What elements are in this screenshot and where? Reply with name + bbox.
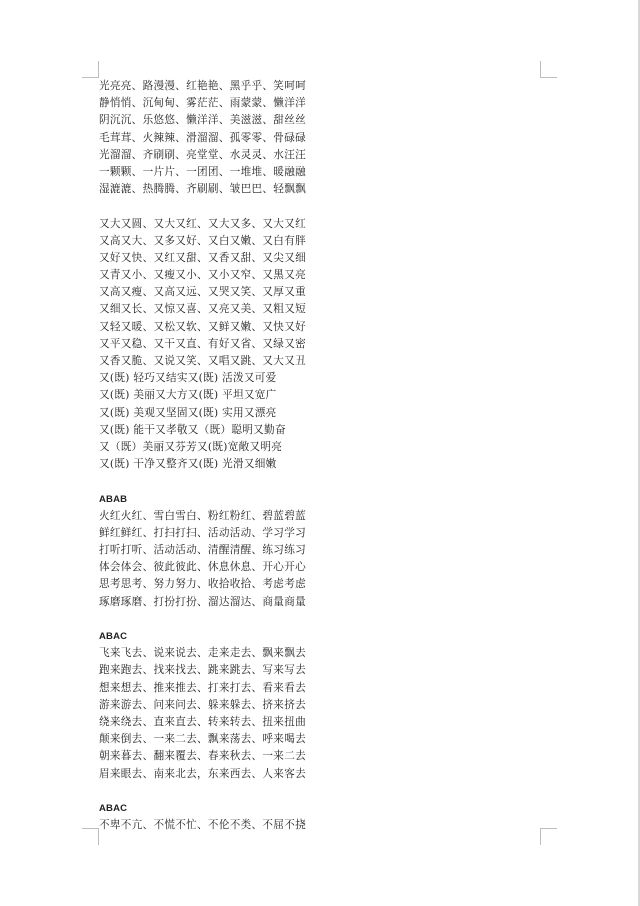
margin-mark-top-right bbox=[540, 61, 557, 78]
paragraph-gap bbox=[99, 198, 329, 215]
margin-mark-top-left bbox=[82, 61, 99, 78]
text-line: 琢磨琢磨、打扮打扮、溜达溜达、商量商量 bbox=[99, 595, 306, 608]
text-line: 不卑不亢、不慌不忙、不伦不类、不屈不挠 bbox=[99, 819, 306, 832]
text-line: 眉来眼去、南来北去，东来西去、人来客去 bbox=[99, 767, 306, 780]
text-line: 又轻又暖、又松又软、又鲜又嫩、又快又好 bbox=[99, 320, 306, 333]
text-line: 又青又小、又瘦又小、又小又窄、又黑又亮 bbox=[99, 269, 306, 282]
text-line: 绕来绕去、直来直去、转来转去、扭来扭曲 bbox=[99, 715, 306, 728]
text-line: 打听打听、活动活动、清醒清醒、练习练习 bbox=[99, 544, 306, 557]
text-line: 又大又圆、又大又红、又大又多、又大又红 bbox=[99, 217, 306, 230]
text-line: 又好又快、又红又甜、又香又甜、又尖又细 bbox=[99, 251, 306, 264]
margin-mark-bottom-left bbox=[82, 828, 99, 845]
text-line: 阴沉沉、乐悠悠、懒洋洋、美滋滋、甜丝丝 bbox=[99, 114, 306, 127]
text-line: 想来想去、推来推去、打来打去、看来看去 bbox=[99, 681, 306, 694]
text-line: 跑来跑去、找来找去、跳来跳去、写来写去 bbox=[99, 664, 306, 677]
text-line: 光亮亮、路漫漫、红艳艳、黑乎乎、笑呵呵 bbox=[99, 80, 306, 92]
document-body bbox=[99, 78, 329, 834]
text-line: 又（既）美丽又芬芳又(既)宽敞又明亮 bbox=[99, 440, 283, 453]
section-heading: ABAC bbox=[99, 631, 128, 642]
margin-mark-bottom-right bbox=[540, 828, 557, 845]
text-line: 毛茸茸、火辣辣、滑溜溜、孤零零、骨碌碌 bbox=[99, 131, 306, 144]
section-heading: ABAB bbox=[99, 493, 128, 505]
text-line: 体会体会、彼此彼此、休息休息、开心开心 bbox=[99, 561, 306, 574]
text-line: 朝来暮去、翻来覆去、春来秋去、一来二去 bbox=[99, 750, 306, 763]
text-line: 一颗颗、一片片、一团团、一堆堆、暖融融 bbox=[99, 165, 306, 178]
text-line: 颠来倒去、一来二去、飘来荡去、呼来喝去 bbox=[99, 733, 306, 746]
text-line: 又(既) 美观又坚固又(既) 实用又漂亮 bbox=[99, 406, 277, 419]
text-line: 又(既) 能干又孝敬又（既）聪明又勤奋 bbox=[99, 423, 286, 436]
text-line: 又高又大、又多又好、又白又嫩、又白有胖 bbox=[99, 234, 306, 247]
text-line: 又(既) 轻巧又结实又(既) 活泼又可爱 bbox=[99, 372, 277, 385]
paragraph-gap bbox=[99, 473, 329, 490]
text-line: 又细又长、又惊又喜、又亮又美、又粗又短 bbox=[99, 303, 306, 316]
text-line: 又平又稳、又干又直、有好又省、又绿又密 bbox=[99, 337, 306, 350]
text-line: 又(既) 美丽又大方又(既) 平坦又宽广 bbox=[99, 389, 277, 402]
text-line: 飞来飞去、说来说去、走来走去、飘来飘去 bbox=[99, 647, 306, 660]
text-line: 思考思考、努力努力、收拾收拾、考虑考虑 bbox=[99, 578, 306, 591]
text-line: 湿漉漉、热腾腾、齐刷刷、皱巴巴、轻飘飘 bbox=[99, 183, 306, 196]
text-line: 鲜红鲜红、打扫打扫、活动活动、学习学习 bbox=[99, 526, 306, 539]
text-line: 光溜溜、齐刷刷、亮堂堂、水灵灵、水汪汪 bbox=[99, 148, 306, 161]
text-line: 火红火红、雪白雪白、粉红粉红、碧蓝碧蓝 bbox=[99, 509, 306, 522]
section-heading: ABAC bbox=[99, 802, 128, 814]
text-line: 又(既) 干净又整齐又(既) 光滑又细嫩 bbox=[99, 458, 277, 471]
text-line: 静悄悄、沉甸甸、雾茫茫、雨蒙蒙、懒洋洋 bbox=[99, 97, 306, 110]
text-line: 游来游去、问来问去、躲来躲去、挤来挤去 bbox=[99, 698, 306, 711]
text-line: 又香又脆、又说又笑、又唱又跳、又大又丑 bbox=[99, 355, 306, 367]
paragraph-gap bbox=[99, 611, 329, 628]
text-line: 又高又瘦、又高又远、又哭又笑、又厚又重 bbox=[99, 286, 306, 299]
paragraph-gap bbox=[99, 783, 329, 800]
